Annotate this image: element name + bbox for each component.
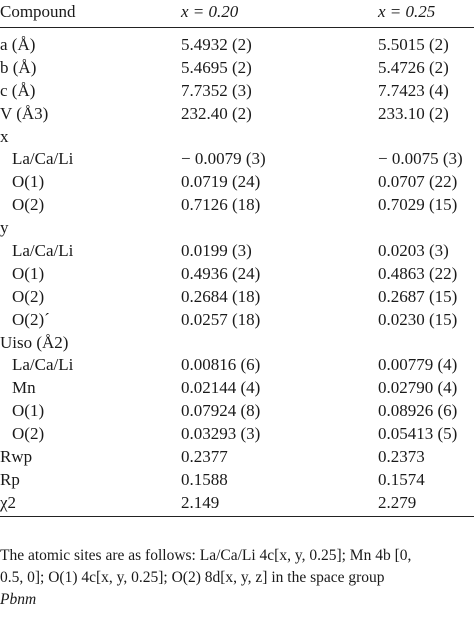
row-label: O(1) [12, 401, 45, 421]
value-x-020: 0.4936 (24) [181, 263, 261, 283]
row-label: Mn [12, 378, 36, 398]
table-row [0, 332, 474, 355]
value-x-020: 0.7126 (18) [181, 195, 261, 215]
table-row [0, 171, 474, 194]
value-x-025: 7.7423 (4) [378, 80, 449, 100]
value-x-025: 0.7029 (15) [378, 195, 458, 215]
table-row [0, 400, 474, 423]
value-x-025: 0.02790 (4) [378, 378, 458, 398]
row-label: O(2) [12, 286, 45, 306]
row-label: La/Ca/Li [12, 355, 74, 375]
value-x-020: 0.0719 (24) [181, 172, 261, 192]
value-x-020: 5.4932 (2) [181, 35, 252, 54]
value-x-025: 0.05413 (5) [378, 424, 458, 444]
value-x-025: − 0.0075 (3) [378, 149, 463, 169]
row-label: V (Å3) [0, 103, 49, 123]
table-row [0, 309, 474, 332]
table-row [0, 240, 474, 263]
table-row [0, 492, 474, 515]
value-x-025: 0.0707 (22) [378, 172, 458, 192]
value-x-020: 0.1588 [181, 469, 228, 489]
value-x-020: 0.00816 (6) [181, 355, 261, 375]
table-row [0, 80, 474, 103]
row-label: O(2) [12, 195, 45, 215]
table-body [0, 34, 474, 515]
value-x-020: 0.03293 (3) [181, 424, 261, 444]
value-x-020: 232.40 (2) [181, 103, 252, 123]
table-row [0, 34, 474, 57]
row-label: y [0, 218, 9, 238]
table-row [0, 57, 474, 80]
value-x-020: 0.0199 (3) [181, 241, 252, 261]
row-label: O(1) [12, 263, 45, 283]
table-row [0, 423, 474, 446]
table-row [0, 217, 474, 240]
value-x-020: 0.2377 [181, 447, 228, 467]
value-x-025: 0.0203 (3) [378, 241, 449, 261]
value-x-025: 0.0230 (15) [378, 309, 458, 329]
table-header [0, 0, 474, 28]
value-x-020: 5.4695 (2) [181, 57, 252, 77]
value-x-020: 0.07924 (8) [181, 401, 261, 421]
footnote-line-1: The atomic sites are as follows: La/Ca/Li 4c[x, y, 0.25]; Mn 4b [0, [0, 547, 412, 564]
table-row [0, 103, 474, 126]
table-row [0, 354, 474, 377]
value-x-020: 2.149 [181, 492, 220, 512]
table-row [0, 126, 474, 149]
value-x-025: 0.00779 (4) [378, 355, 458, 375]
row-label: La/Ca/Li [12, 149, 74, 169]
value-x-020: 0.0257 (18) [181, 309, 261, 329]
value-x-025: 5.4726 (2) [378, 57, 449, 77]
row-label: Rwp [0, 447, 33, 467]
value-x-025: 0.08926 (6) [378, 401, 458, 421]
row-label: Rp [0, 469, 20, 489]
table-footnote [0, 545, 474, 611]
bottom-rule [0, 516, 474, 517]
row-label: χ2 [0, 492, 17, 512]
value-x-020: − 0.0079 (3) [181, 149, 266, 169]
table-row [0, 148, 474, 171]
footnote-line-2: 0.5, 0]; O(1) 4c[x, y, 0.25]; O(2) 8d[x, y, z] in the space group [0, 569, 385, 586]
value-x-025: 0.2373 [378, 447, 425, 467]
value-x-025: 0.2687 (15) [378, 286, 458, 306]
value-x-020: 7.7352 (3) [181, 80, 252, 100]
header-x-020: x = 0.20 [181, 2, 239, 21]
value-x-025: 0.4863 (22) [378, 263, 458, 283]
row-label: La/Ca/Li [12, 241, 74, 261]
value-x-025: 2.279 [378, 492, 417, 512]
value-x-025: 5.5015 (2) [378, 35, 449, 54]
table-row [0, 446, 474, 469]
row-label: O(1) [12, 172, 45, 192]
row-label: b (Å) [0, 57, 37, 77]
header-x-025: x = 0.25 [378, 2, 436, 21]
value-x-025: 0.1574 [378, 469, 425, 489]
row-label: a (Å) [0, 35, 36, 54]
table-row [0, 263, 474, 286]
row-label: O(2) [12, 424, 45, 444]
row-label: O(2)´ [12, 309, 50, 329]
table-row [0, 377, 474, 400]
row-label: Uiso (Å2) [0, 332, 69, 352]
value-x-020: 0.02144 (4) [181, 378, 261, 398]
footnote-line-3: Pbnm [0, 591, 37, 608]
row-label: c (Å) [0, 80, 36, 100]
table-row [0, 194, 474, 217]
row-label: x [0, 126, 9, 146]
value-x-020: 0.2684 (18) [181, 286, 261, 306]
header-compound: Compound [0, 2, 76, 21]
value-x-025: 233.10 (2) [378, 103, 449, 123]
table-row [0, 286, 474, 309]
table-row [0, 469, 474, 492]
